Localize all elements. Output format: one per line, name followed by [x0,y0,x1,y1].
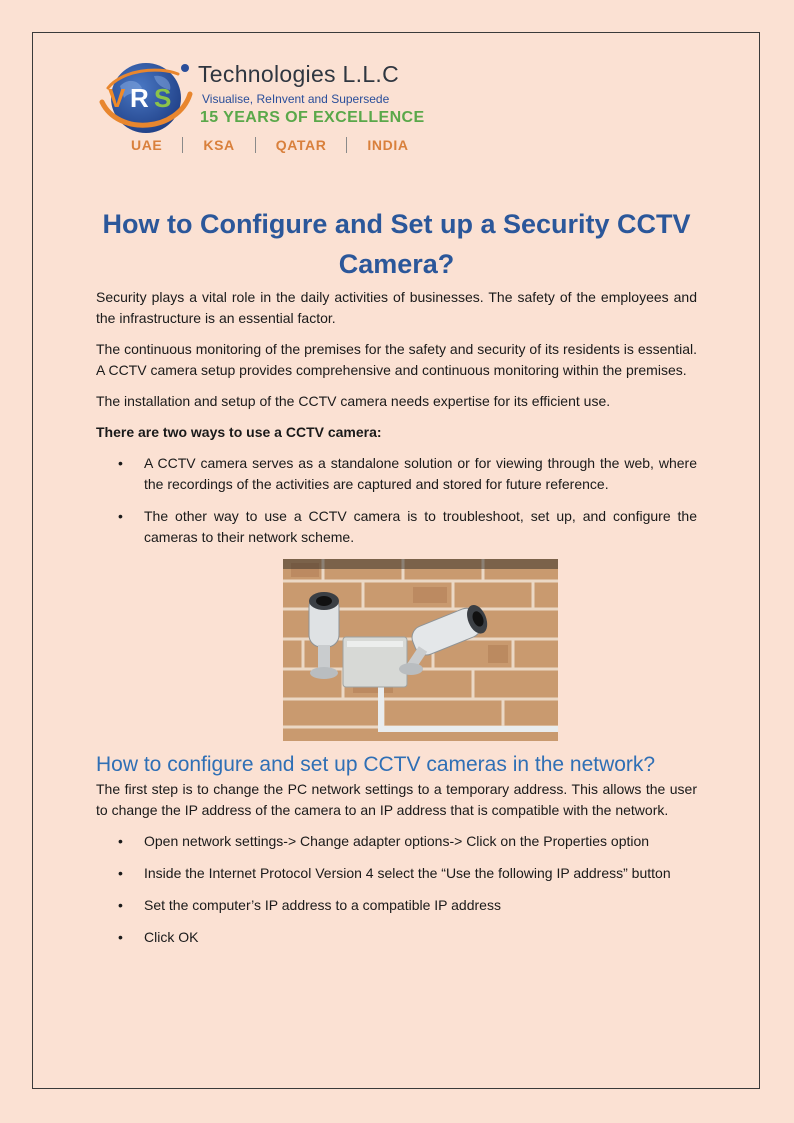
list-item: • Open network settings-> Change adapter options-> Click on the Properties option [96,831,697,852]
region-uae: UAE [131,137,163,153]
list-item: • Set the computer’s IP address to a compatible IP address [96,895,697,916]
list-item: • Inside the Internet Protocol Version 4 select the “Use the following IP address” button [96,863,697,884]
svg-text:V: V [108,83,126,113]
region-divider [255,137,256,153]
intro-paragraph: Security plays a vital role in the daily activities of businesses. The safety of the employees and the infrastructure is an essential factor. [96,289,697,326]
region-ksa: KSA [203,137,235,153]
photo-container [96,559,697,741]
intro-paragraph: The continuous monitoring of the premises for the safety and security of its residents is essential. A CCTV camera setup provides comprehensive and continuous monitoring within the premises. [96,341,697,378]
ways-heading: There are two ways to use a CCTV camera: [96,424,382,440]
cctv-cameras-photo [283,559,558,741]
svg-text:R: R [130,83,149,113]
list-item: • The other way to use a CCTV camera is to troubleshoot, set up, and configure the cameras to their network scheme. [96,506,697,548]
list-item: • A CCTV camera serves as a standalone solution or for viewing through the web, where the recordings of the activities are captured and stored for future reference. [96,453,697,495]
region-india: INDIA [367,137,409,153]
region-divider [346,137,347,153]
globe-logo-icon [98,58,196,138]
steps-list [96,831,697,948]
region-qatar: QATAR [275,137,327,153]
ways-list [96,453,697,548]
svg-text:S: S [154,83,172,113]
logo-years: 15 YEARS OF EXCELLENCE [200,109,425,126]
article-body [96,287,697,959]
page-title: How to Configure and Set up a Security CCTV Camera? [102,209,691,279]
list-item: • Click OK [96,927,697,948]
intro-paragraph: The installation and setup of the CCTV camera needs expertise for its efficient use. [96,393,611,409]
region-divider [182,137,183,153]
logo-title: Technologies L.L.C [198,61,400,87]
logo-tagline: Visualise, ReInvent and Supersede [202,92,390,106]
section-paragraph: The first step is to change the PC network settings to a temporary address. This allows the user to change the IP address of the camera to an IP address that is compatible with the network. [96,781,697,818]
region-list [131,137,409,153]
section-heading: How to configure and set up CCTV cameras in the network? [96,753,656,776]
